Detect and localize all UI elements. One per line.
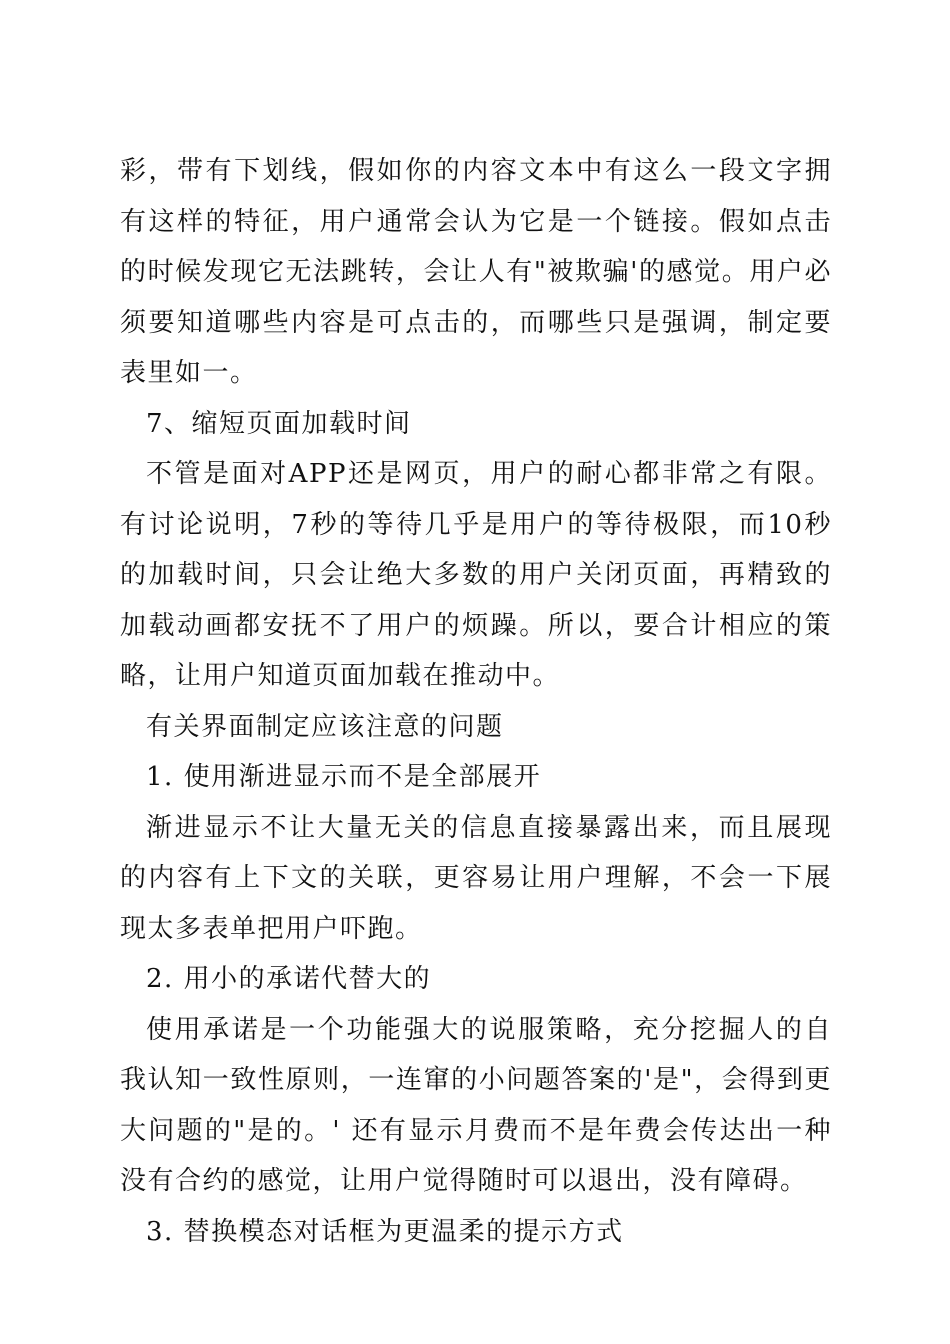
paragraph-progressive-disclosure: 渐进显示不让大量无关的信息直接暴露出来，而且展现的内容有上下文的关联，更容易让用户理解，不会一下展现太多表单把用户吓跑。 <box>120 812 832 944</box>
heading-progressive-disclosure: 1. 使用渐进显示而不是全部展开 <box>146 762 542 792</box>
heading-modal-dialogs: 3. 替换模态对话框为更温柔的提示方式 <box>146 1216 624 1247</box>
heading-shorten-load-time: 7、缩短页面加载时间 <box>146 408 412 439</box>
document-body <box>120 146 832 1257</box>
paragraph-small-commitments: 使用承诺是一个功能强大的说服策略，充分挖掘人的自我认知一致性原则，一连窜的小问题答案的'是"，会得到更大问题的"是的。' 还有显示月费而不是年费会传达出一种没有合约的感觉，让用户觉得随时可以退出，没有障碍。 <box>120 1014 832 1196</box>
heading-interface-issues: 有关界面制定应该注意的问题 <box>146 711 504 742</box>
heading-small-commitments: 2. 用小的承诺代替大的 <box>146 964 432 994</box>
paragraph-link-underline: 彩，带有下划线，假如你的内容文本中有这么一段文字拥有这样的特征，用户通常会认为它是一个链接。假如点击的时候发现它无法跳转，会让人有"被欺骗'的感觉。用户必须要知道哪些内容是可点击的，而哪些只是强调，制定要表里如一。 <box>120 156 832 388</box>
paragraph-load-time: 不管是面对APP还是网页，用户的耐心都非常之有限。有讨论说明，7秒的等待几乎是用户的等待极限，而10秒的加载时间，只会让绝大多数的用户关闭页面，再精致的加载动画都安抚不了用户的烦躁。所以，要合计相应的策略，让用户知道页面加载在推动中。 <box>120 459 832 691</box>
